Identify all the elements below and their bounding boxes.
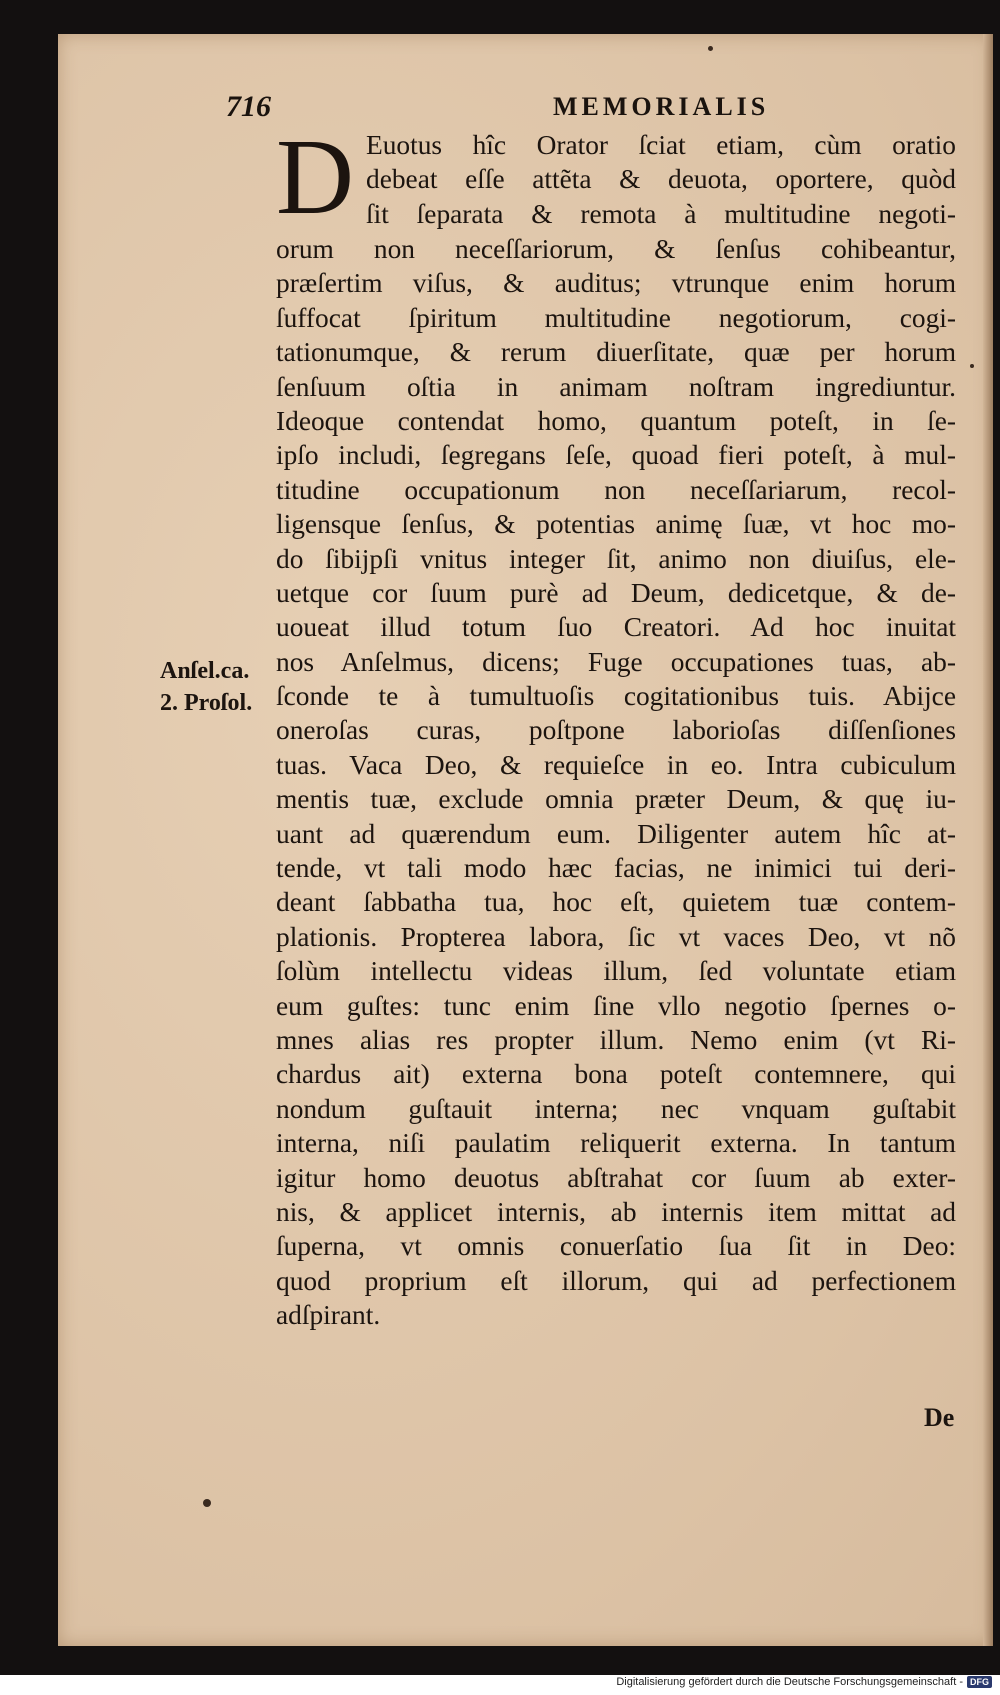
text-line: uant ad quærendum eum. Diligenter autem hîc at- [276,818,956,849]
text-line: mentis tuæ, exclude omnia præter Deum, & quę iu- [276,784,956,815]
digitization-credit [616,1676,992,1688]
text-line: tuas. Vaca Deo, & requieſce in eo. Intra cubiculum [276,749,956,780]
text-line: deant ſabbatha tua, hoc eſt, quietem tuæ contem- [276,887,956,918]
text-line: ſconde te à tumultuoſis cogitationibus tuis. Abijce [276,681,956,712]
text-line: nos Anſelmus, dicens; Fuge occupationes tuas, ab- [276,646,956,677]
text-line: ligensque ſenſus, & potentias animę ſuæ, vt hoc mo- [276,509,956,540]
text-line: uoueat illud totum ſuo Creatori. Ad hoc inuitat [276,612,956,643]
ink-spot [708,46,713,51]
text-line: nis, & applicet internis, ab internis item mittat ad [276,1196,956,1227]
credit-text: Digitalisierung gefördert durch die Deutsche Forschungsgemeinschaft - [616,1676,963,1688]
running-head: MEMORIALIS [553,92,770,121]
page-edge [983,34,993,1646]
marginal-note [160,655,252,719]
catchword: De [924,1403,955,1432]
text-line: do ſibijpſi vnitus integer ſit, animo non diuiſus, ele- [276,543,956,574]
text-line: mnes alias res propter illum. Nemo enim (vt Ri- [276,1024,956,1055]
text-line: ſolùm intellectu videas illum, ſed voluntate etiam [276,956,956,987]
text-line: ſuperna, vt omnis conuerſatio ſua ſit in Deo: [276,1231,956,1262]
text-line: nondum guſtauit interna; nec vnquam guſtabit [276,1093,956,1124]
text-line: præſertim viſus, & auditus; vtrunque enim horum [276,268,956,299]
text-line: ipſo includi, ſegregans ſeſe, quoad fieri poteſt, à mul- [276,440,956,471]
page-header [58,90,993,130]
text-line: tende, vt tali modo hæc facias, ne inimici tui deri- [276,853,956,884]
marginal-note-line: 2. Proſol. [160,690,253,716]
text-line: quod proprium eſt illorum, qui ad perfectionem [276,1265,956,1296]
body-text [276,118,956,1333]
ink-spot [203,1499,211,1507]
text-line: adſpirant. [276,1300,381,1331]
drop-cap: D [276,118,354,237]
text-line: chardus ait) externa bona poteſt contemnere, qui [276,1059,956,1090]
text-line: Euotus hîc Orator ſciat etiam, cùm oratio [366,130,956,160]
text-line: Ideoque contendat homo, quantum poteſt, in ſe- [276,405,956,436]
page-number: 716 [226,90,271,123]
dfg-logo-icon: DFG [967,1676,992,1688]
text-line: plationis. Propterea labora, ſic vt vaces Deo, vt nõ [276,921,956,952]
text-line: oneroſas curas, poſtpone laborioſas diſſenſiones [276,715,956,746]
marginal-note-line: Anſel.ca. [160,658,250,684]
text-line: ſuffocat ſpiritum multitudine negotiorum, cogi- [276,302,956,333]
ink-spot [970,364,974,368]
text-line: orum non neceſſariorum, & ſenſus cohibeantur, [276,234,956,264]
text-line: eum guſtes: tunc enim ſine vllo negotio ſpernes o- [276,990,956,1021]
text-line: ſit ſeparata & remota à multitudine negoti- [366,198,956,229]
text-line: igitur homo deuotus abſtrahat cor ſuum ab exter- [276,1162,956,1193]
text-line: titudine occupationum non neceſſariarum, recol- [276,474,956,505]
text-line: tationumque, & rerum diuerſitate, quæ per horum [276,337,956,368]
text-line: interna, niſi paulatim reliquerit externa. In tantum [276,1128,956,1159]
text-line: uetque cor ſuum purè ad Deum, dedicetque, & de- [276,577,956,608]
text-line: ſenſuum oſtia in animam noſtram ingrediuntur. [276,371,956,402]
text-line: debeat eſſe attẽta & deuota, oportere, quòd [366,164,956,195]
